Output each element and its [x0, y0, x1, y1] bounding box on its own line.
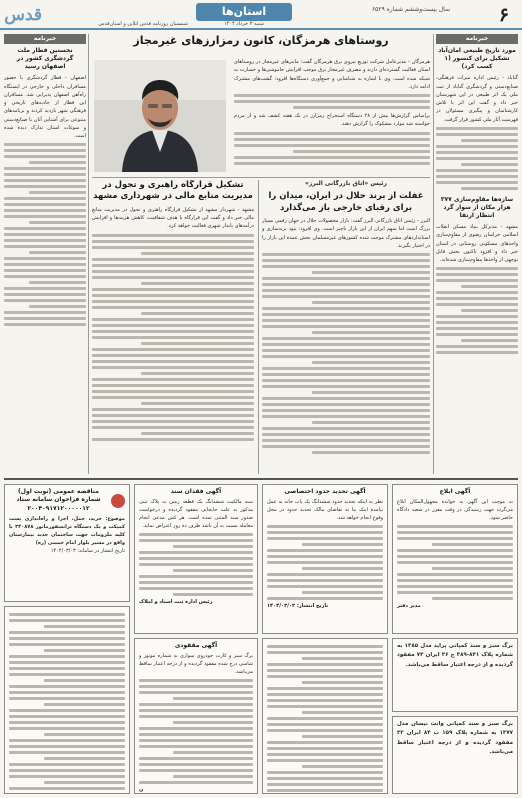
left-column	[4, 34, 86, 474]
right-column	[436, 34, 518, 474]
notice-4-body: به موجب این آگهی به خوانده مجهول‌المکان ابلاغ می‌گردد جهت رسیدگی در وقت مقرر در شعبه دادگاه حاضر شود.	[397, 499, 513, 522]
notice-4-signature: مدیر دفتر	[397, 603, 421, 610]
right-column-caption: خبرنامه	[436, 34, 518, 44]
emblem-icon	[111, 494, 125, 508]
notice-1-title: آگهی فقدان سند	[170, 488, 222, 495]
notice-filler-left	[4, 606, 130, 794]
masthead-date: شنبه ۳ خرداد ۱۴۰۴	[224, 21, 264, 27]
notice-2-signature: تاریخ انتشار: ۱۴۰۴/۰۳/۰۳	[267, 603, 329, 610]
halal-title: غفلت از برند حلال در ایران، میدان را برای رقبای خارجی باز می‌گذارد	[268, 191, 424, 213]
notice-3-body: برگ سبز و کارت خودروی سواری به شماره موتور و شاسی درج شده مفقود گردیده و از درجه اعتبار ساقط می‌باشد.	[139, 653, 253, 676]
left-article-body: اصفهان - قطار گردشگری با حضور مسافران داخلی و خارجی در ایستگاه راه‌آهن اصفهان پذیرایی شد. مسافران این قطار از جاذبه‌های تاریخی و فرهنگی شهر بازدید کردند و برنامه‌های متنوعی برای آشنایی آنان با صنایع‌دستی و سوغات استان تدارک دیده شده است.	[4, 75, 86, 140]
masthead	[0, 0, 522, 30]
tender-body: موضوع: خرید، حمل، اجرا و راه‌اندازی پست کمپکت و یک دستگاه ترانسفورماتور ۳۴۰۸۷۸ با کلیه ملزومات جهت ساختمان جدید بیمارستان واقع در مسیر بلوار امام خمینی (ره)	[9, 516, 125, 547]
notice-4	[392, 484, 518, 634]
mashhad-article	[92, 180, 254, 474]
halal-article	[262, 180, 430, 474]
masthead-site: شمسیان روزنامه قدس آنلاین و آستان‌قدس	[98, 21, 188, 27]
right-article2-title: سازه‌ها مقاوم‌سازی ۳۷۷ هزار مکان از سوار گرد انتظار ارتقا	[440, 195, 514, 219]
notice-1	[134, 484, 258, 634]
lost-notice-2	[392, 716, 518, 794]
page-number: ۶	[498, 4, 510, 26]
notice-2-body: نظر به اینکه تحدید حدود ششدانگ یک باب خانه به عمل نیامده اینک بنا به تقاضای مالک تحدید حدود در محل وقوع انجام خواهد شد.	[267, 499, 383, 522]
lead-body: هرمزگان - مدیرعامل شرکت توزیع نیروی برق هرمزگان گفت: ماینرهای غیرمجاز در روستاهای استان فعالیت گسترده‌ای دارند و مصرف غیرمجاز برق موجب افزایش خاموشی‌ها و خسارت به شبکه شده است. وی با اشاره به شناسایی و جمع‌آوری دستگاه‌ها افزود: گشت‌های مشترک ادامه دارد.	[234, 59, 430, 90]
left-article-title: نخستین قطار ملت گردشگری کشور در اصفهان رسید	[16, 47, 74, 71]
right-article1-title: مورد تاریخ طبیعی امان‌آباد تشکیل برای کنسور (۱ کسب کرد)	[438, 47, 516, 71]
newspaper-logo: قدس	[4, 5, 42, 25]
notice-3	[134, 638, 258, 794]
halal-body: البرز - رئیس اتاق بازرگانی البرز گفت: بازار محصولات حلال در جهان رقمی بسیار بزرگ است اما سهم ایران از این بازار ناچیز است. وی افزود: نبود برندسازی و استانداردهای مشترک موجب شده کشورهای غیرمسلمان بخش عمده این بازار را در اختیار بگیرند.	[262, 218, 430, 249]
lost-notice-1-text: برگ سبز و سند کمپانی پراید مدل ۱۳۸۵ به شماره پلاک ۸۴۱-۳۸۹ ج ۳۶ ایران ۷۴ مفقود گردیده و از درجه اعتبار ساقط می‌باشد.	[397, 643, 514, 668]
lead-body-2: براساس گزارش‌ها بیش از ۲۸ دستگاه استخراج رمزارز در یک هفته کشف شد و از مردم خواسته شد موارد مشکوک را گزارش دهند.	[234, 113, 430, 128]
notice-filler-mid	[262, 638, 388, 794]
lead-article	[92, 34, 430, 174]
lost-notice-1	[392, 638, 518, 712]
right-article2-body: مشهد - مدیرکل بنیاد مسکن انقلاب اسلامی خراسان رضوی از مقاوم‌سازی واحدهای مسکونی روستایی در استان خبر داد و افزود تاکنون بخش قابل توجهی از واحدها مقاوم‌سازی شده‌اند.	[436, 224, 518, 264]
left-column-caption: خبرنامه	[4, 34, 86, 44]
notice-2	[262, 484, 388, 634]
notice-1-signature: رئیس اداره ثبت اسناد و املاک	[139, 599, 213, 606]
lost-notice-2-text: برگ سبز و سند کمپانی وانت نیسان مدل ۱۳۷۷ به شماره پلاک ۱۵۹ ب ۸۴ ایران ۳۲ مفقود گردیده و از درجه اعتبار ساقط می‌باشد.	[397, 721, 514, 756]
masthead-issue: سال بیست‌وششم شماره ۶۵۲۹	[371, 6, 450, 13]
right-article1-body: گناباد - رئیس اداره میراث فرهنگی، صنایع‌دستی و گردشگری گناباد از ثبت ملی یک اثر طبیعی در این شهرستان خبر داد و گفت این اثر با تلاش کارشناسان و پیگیری مسئولان در فهرست آثار ملی کشور قرار گرفت.	[436, 75, 518, 123]
tender-note: تاریخ انتشار در سامانه: ۱۴۰۴/۰۳/۰۳	[50, 548, 125, 555]
notice-4-title: آگهی ابلاغ	[439, 488, 471, 495]
tender-ad	[4, 484, 130, 602]
section-title: استان‌ها	[196, 3, 292, 21]
notice-3-title: آگهی مفقودی	[174, 642, 218, 649]
tender-title: مناقصه عمومی (نوبت اول) شماره فراخوان سامانه ستاد ۲۰۰۴۰۹۱۷۱۲۰۰۰۰۰۱۲	[16, 488, 101, 512]
mashhad-body: مشهد - شهردار مشهد از تشکیل قرارگاه راهبری و تحول در مدیریت منابع مالی خبر داد و گفت این قرارگاه با هدف شفافیت، کاهش هزینه‌ها و افزایش درآمدهای پایدار شهری فعالیت خواهد کرد.	[92, 206, 254, 230]
halal-kicker: رئیس «اتاق بازرگانی البرز»	[304, 180, 387, 187]
notice-1-body: سند مالکیت ششدانگ یک قطعه زمین به پلاک ثبتی مذکور به علت جابجایی مفقود گردیده و درخواست صدور سند المثنی شده است. هر کس مدعی انجام معامله نسبت به آن باشد ظرف ده روز اعتراض نماید.	[139, 499, 253, 530]
lead-title: روستاهای هرمزگان، کانون رمزارزهای غیرمجاز	[133, 34, 389, 47]
mashhad-title: تشکیل قرارگاه راهبری و تحول در مدیریت منابع مالی در شهرداری مشهد	[93, 180, 253, 202]
notice-2-title: آگهی تحدید حدود اختصاصی	[284, 488, 366, 495]
portrait-photo	[94, 60, 226, 172]
notice-3-signature: ن	[139, 787, 144, 794]
